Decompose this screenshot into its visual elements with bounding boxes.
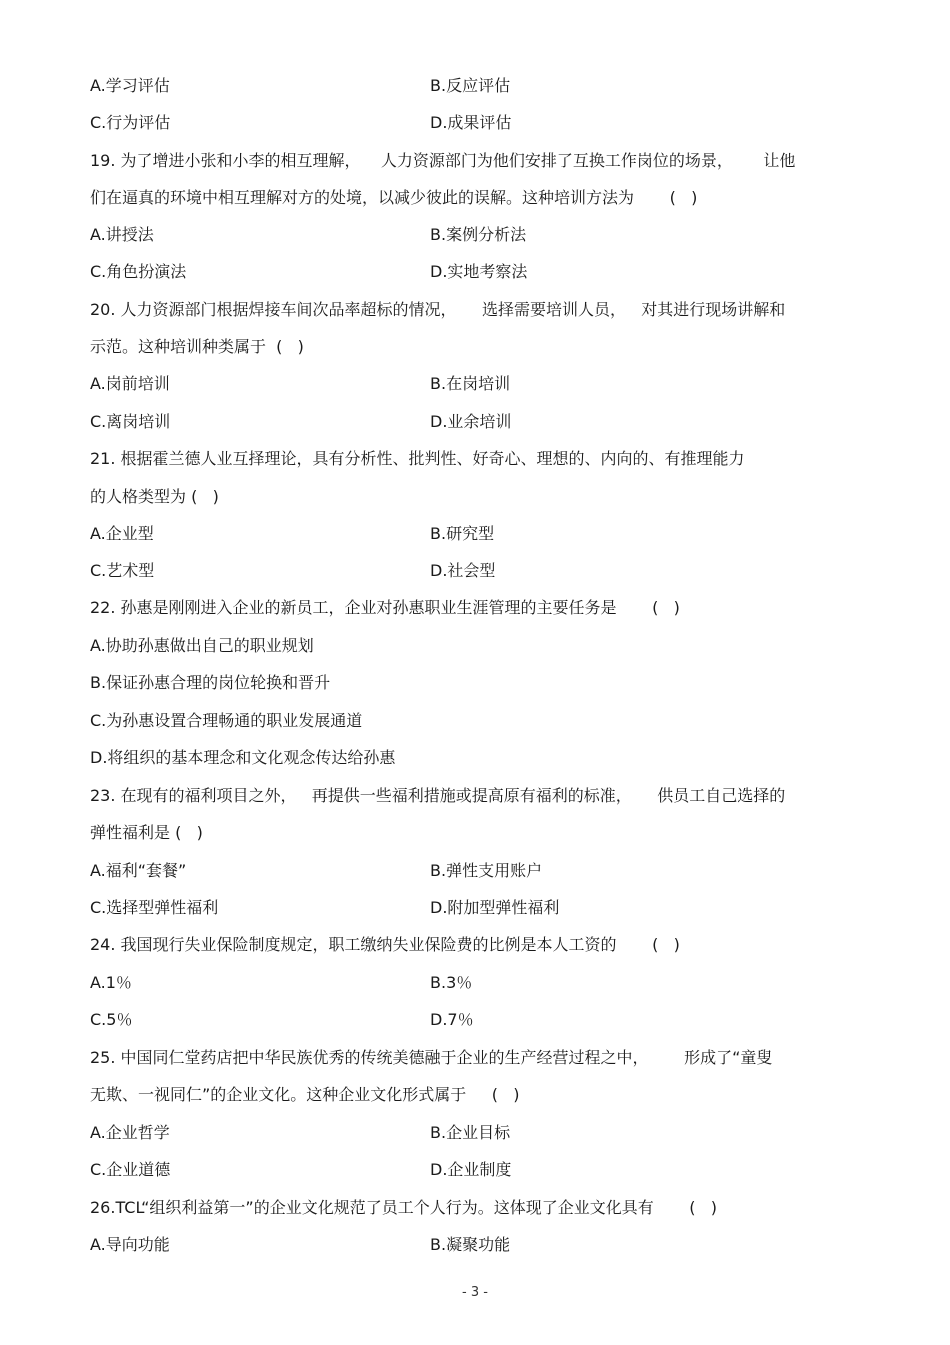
option-b: B.企业目标: [430, 1123, 511, 1142]
question-19-stem-cont: 们在逼真的环境中相互理解对方的处境，以减少彼此的误解。这种培训方法为 ( ): [90, 188, 698, 207]
option-a: A.企业型: [90, 524, 154, 543]
option-d: D.企业制度: [430, 1160, 512, 1179]
option-c: C.企业道德: [90, 1160, 171, 1179]
option-a: A.福利“套餐”: [90, 861, 187, 880]
question-22-stem: 22. 孙惠是刚刚进入企业的新员工，企业对孙惠职业生涯管理的主要任务是 ( ): [90, 598, 680, 617]
question-26-stem: 26.TCL“组织利益第一”的企业文化规范了员工个人行为。这体现了企业文化具有 ( ): [90, 1198, 718, 1217]
option-c: C.5％: [90, 1010, 133, 1029]
question-19-stem: 19. 为了增进小张和小李的相互理解， 人力资源部门为他们安排了互换工作岗位的场景， 让他: [90, 151, 796, 170]
question-21-stem-cont: 的人格类型为 ( ): [90, 487, 219, 506]
option-a: A.岗前培训: [90, 374, 170, 393]
question-23-stem-cont: 弹性福利是 ( ): [90, 823, 203, 842]
question-25-stem: 25. 中国同仁堂药店把中华民族优秀的传统美德融于企业的生产经营过程之中， 形成了“童叟: [90, 1048, 773, 1067]
option-b: B.研究型: [430, 524, 495, 543]
option-c: C.离岗培训: [90, 412, 171, 431]
option-d: D.成果评估: [430, 113, 512, 132]
question-21-stem: 21. 根据霍兰德人业互择理论，具有分析性、批判性、好奇心、理想的、内向的、有推理能力: [90, 449, 745, 468]
option-a: A.导向功能: [90, 1235, 170, 1254]
option-b: B.案例分析法: [430, 225, 527, 244]
option-c: C.艺术型: [90, 561, 155, 580]
option-a: A.企业哲学: [90, 1123, 170, 1142]
option-b: B.凝聚功能: [430, 1235, 511, 1254]
option-b: B.保证孙惠合理的岗位轮换和晋升: [90, 673, 331, 692]
option-a: A.学习评估: [90, 76, 170, 95]
option-d: D.附加型弹性福利: [430, 898, 560, 917]
question-20-stem-cont: 示范。这种培训种类属于 ( ): [90, 337, 304, 356]
option-a: A.协助孙惠做出自己的职业规划: [90, 636, 314, 655]
option-b: B.在岗培训: [430, 374, 511, 393]
question-25-stem-cont: 无欺、一视同仁”的企业文化。这种企业文化形式属于 ( ): [90, 1085, 520, 1104]
question-20-stem: 20. 人力资源部门根据焊接车间次品率超标的情况， 选择需要培训人员， 对其进行现场讲解和: [90, 300, 786, 319]
option-d: D.业余培训: [430, 412, 512, 431]
question-23-stem: 23. 在现有的福利项目之外， 再提供一些福利措施或提高原有福利的标准， 供员工自己选择的: [90, 786, 786, 805]
option-b: B.弹性支用账户: [430, 861, 543, 880]
option-a: A.1％: [90, 973, 132, 992]
option-d: D.将组织的基本理念和文化观念传达给孙惠: [90, 748, 396, 767]
option-d: D.7％: [430, 1010, 474, 1029]
option-b: B.3％: [430, 973, 473, 992]
option-c: C.选择型弹性福利: [90, 898, 219, 917]
question-24-stem: 24. 我国现行失业保险制度规定，职工缴纳失业保险费的比例是本人工资的 ( ): [90, 935, 680, 954]
page-number: - 3 -: [462, 1285, 488, 1300]
option-a: A.讲授法: [90, 225, 154, 244]
option-b: B.反应评估: [430, 76, 511, 95]
option-c: C.角色扮演法: [90, 262, 187, 281]
option-c: C.为孙惠设置合理畅通的职业发展通道: [90, 711, 363, 730]
option-d: D.实地考察法: [430, 262, 528, 281]
option-c: C.行为评估: [90, 113, 171, 132]
option-d: D.社会型: [430, 561, 496, 580]
